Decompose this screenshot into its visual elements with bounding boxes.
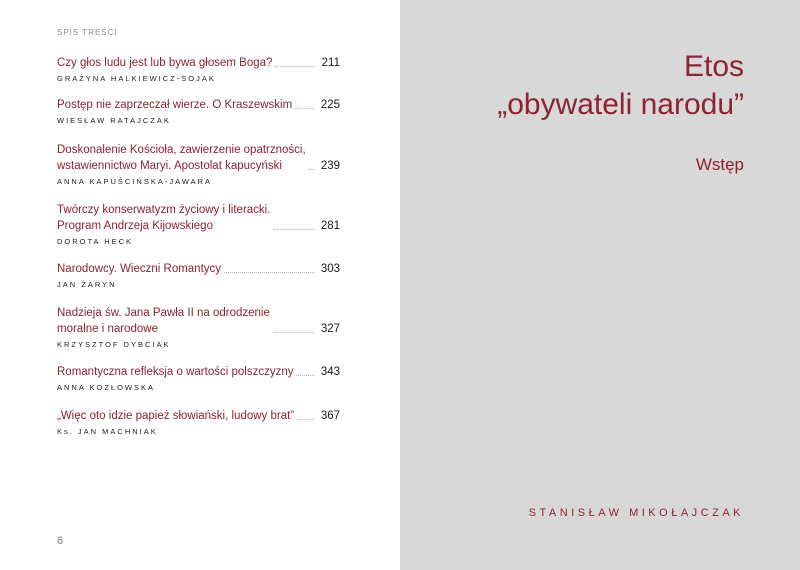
toc-entry[interactable]: [57, 261, 340, 289]
toc-entry-page: 327: [320, 323, 340, 335]
dot-leader: [297, 418, 315, 420]
toc-entry-title: Postęp nie zaprzeczał wierze. O Kraszewskim: [57, 99, 293, 111]
dot-leader: [296, 374, 315, 376]
toc-entry-author: WIESŁAW RATAJCZAK: [57, 116, 171, 125]
dot-leader: [295, 107, 315, 109]
toc-entry-page: 239: [320, 160, 340, 172]
dot-leader: [309, 168, 315, 170]
toc-entry-title: Doskonalenie Kościoła, zawierzenie opatrzności, wstawiennictwo Maryi. Apostolat kapucyński: [57, 144, 306, 172]
page-number: 6: [57, 535, 64, 547]
dot-leader: [273, 228, 315, 230]
toc-entry-title: Romantyczna refleksja o wartości polszczyzny: [57, 366, 294, 378]
toc-entry-page: 303: [320, 263, 340, 275]
toc-entry-author: Ks. JAN MACHNIAK: [57, 427, 158, 436]
toc-entry-title: „Więc oto idzie papież słowiański, ludowy brat”: [57, 410, 295, 422]
chapter-author: STANISŁAW MIKOŁAJCZAK: [528, 507, 744, 519]
toc-entry-title: Nadzieja św. Jana Pawła II na odrodzenie moralne i narodowe: [57, 307, 270, 335]
chapter-subtitle: Wstęp: [695, 155, 744, 174]
section-label: SPIS TREŚCI: [57, 28, 118, 37]
chapter-title-line: Etos: [683, 50, 744, 83]
dot-leader: [273, 331, 315, 333]
toc-entry[interactable]: [57, 305, 340, 349]
toc-entry[interactable]: [57, 202, 340, 246]
toc-entry-title: Czy głos ludu jest lub bywa głosem Boga?: [57, 57, 273, 69]
dot-leader: [275, 65, 315, 67]
right-page: [400, 0, 800, 570]
toc-entry[interactable]: [57, 97, 340, 125]
toc-entry-page: 225: [320, 99, 340, 111]
toc-entry-page: 211: [321, 57, 340, 69]
toc-entry-title: Narodowcy. Wieczni Romantycy: [57, 263, 222, 275]
toc-entry-page: 281: [320, 220, 340, 232]
toc-entry-author: ANNA KOZŁOWSKA: [57, 383, 156, 392]
dot-leader: [224, 271, 315, 273]
toc-entry[interactable]: [57, 364, 340, 392]
toc-entry-author: KRZYSZTOF DYBCIAK: [57, 340, 171, 349]
toc-entry-author: GRAŻYNA HALKIEWICZ-SOJAK: [57, 74, 216, 83]
toc-entry[interactable]: [57, 142, 340, 186]
toc-entry-author: DOROTA HECK: [57, 237, 134, 246]
chapter-title-line: „obywateli narodu”: [497, 88, 744, 121]
toc-entry[interactable]: [57, 55, 340, 83]
toc-entry[interactable]: [57, 408, 340, 436]
chapter-title: [414, 48, 744, 124]
toc-entry-page: 343: [320, 366, 340, 378]
toc-entry-page: 367: [320, 410, 340, 422]
toc-entry-title: Twórczy konserwatyzm życiowy i literacki. Program Andrzeja Kijowskiego: [57, 204, 271, 232]
toc-entry-author: ANNA KAPUŚCIŃSKA-JAWARA: [57, 177, 213, 186]
toc-entry-author: JAN ŻARYN: [57, 280, 117, 289]
